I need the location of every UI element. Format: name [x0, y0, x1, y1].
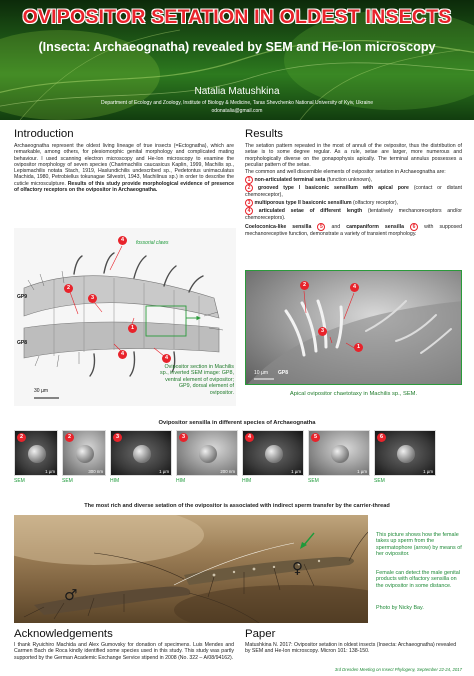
label-gp9: GP9	[17, 294, 28, 300]
author-name: Natalia Matushkina	[194, 86, 280, 97]
sensilla-panel	[14, 430, 58, 476]
results-item-3-num: 3	[245, 199, 253, 207]
paper-heading: Paper	[245, 628, 276, 640]
results-item-1: 1 non-articulated terminal seta (function unknown),	[245, 176, 462, 184]
results-item-4-num: 4	[245, 207, 253, 215]
sensilla-section-title: Ovipositor sensilla in different species of Archaeognatha	[158, 420, 316, 426]
sensilla-panel-number: 3	[179, 433, 188, 442]
figure-apical-chaetotaxy	[245, 270, 462, 385]
sensilla-panel-number: 5	[311, 433, 320, 442]
fig1-marker-4a: 4	[118, 236, 127, 245]
sensilla-panel-scale: 1 µm	[45, 469, 55, 474]
label-fossorial-claws: fossorial claws	[136, 240, 169, 246]
sensilla-panel	[176, 430, 238, 476]
fig1-caption: Ovipositor section in Machilis sp., inverted SEM image: GP8, ventral element of ovipositor; GP9, dorsal element of ovipositor.	[160, 364, 235, 396]
sensilla-panel-method: HIM	[176, 478, 186, 484]
figure-ovipositor-section	[14, 228, 236, 406]
sensilla-panel-scale: 300 nm	[88, 469, 103, 474]
sensillum-image	[133, 445, 151, 463]
intro-paragraph: Archaeognatha represent the oldest living lineage of true insects (=Ectognatha), which are remarkable, among others, for plesiomorphic genital morphology and complicated mating behaviour. I used scanning electron microscopy and He-Ion microscopy to examine the ovipositor morphology of seven species (Charimachilis caucasicus Kaplin, 1999, Machilis sp., Lepismachilis notata Stach, 1919, Haslundichilis undescribed sp., Pedetontus unimaculatus Machida, 1980, Petrobiellus tokunagae Silvestri, 1943, Machilinus sp.) in order to describe the cuticle microsculpture.	[14, 143, 234, 187]
results-heading: Results	[245, 128, 283, 140]
sensilla-panel-method: SEM	[374, 478, 385, 484]
results-paragraph-1: The setation pattern repeated in the most of annuli of the ovipositor, thus the distribution of setae is to some degree regular. As a rule, setae are larger, more numerous and morphologically diverse on the gonapophysis apically. The terminal annulus possesses a peculiar pattern of the setae.	[245, 143, 462, 168]
sensillum-image	[199, 445, 217, 463]
acknowledgements-heading: Acknowledgements	[14, 628, 113, 640]
intro-text	[14, 143, 234, 193]
author-email: odonatalia@gmail.com	[211, 108, 263, 114]
female-symbol: ♀	[292, 559, 303, 577]
fig1-marker-1: 1	[128, 324, 137, 333]
fig2-marker-3: 3	[318, 327, 327, 336]
results-item-2-num: 2	[245, 184, 253, 192]
sensilla-panel-number: 4	[245, 433, 254, 442]
acknowledgements-text: I thank Ryuichiro Machida and Alex Gumovsky for donation of specimens. Luis Mendes and Carmen Bach de Roca kindly identified some species used in this study. This study was partly supported by the German Academic Exchange Service stipend in 2008 (No. 322 – A/08/94162).	[14, 642, 234, 661]
sensilla-panel-method: SEM	[14, 478, 25, 484]
fig2-label-gp8: GP8	[278, 370, 289, 376]
sensilla-panel-number: 2	[17, 433, 26, 442]
sensilla-panel-scale: 200 nm	[220, 469, 235, 474]
header-banner	[0, 0, 474, 120]
photo-credit: Photo by Nicky Bay.	[376, 605, 424, 611]
results-item-2: 2 grooved type I basiconic sensillum with apical pore (contact or distant chemoreceptor),	[245, 185, 462, 199]
sensilla-panel	[374, 430, 436, 476]
sensillum-image	[28, 445, 46, 463]
sensilla-image-strip	[14, 430, 460, 490]
sensilla-panel-number: 2	[65, 433, 74, 442]
male-symbol: ♂	[64, 586, 78, 604]
fig2-marker-1: 1	[354, 343, 363, 352]
affiliation: Department of Ecology and Zoology, Institute of Biology & Medicine, Taras Shevchenko National University of Kyiv, Ukraine	[100, 100, 374, 106]
fig2-marker-2: 2	[300, 281, 309, 290]
fig2-caption: Apical ovipositor chaetotaxy in Machilis sp., SEM.	[289, 391, 418, 397]
results-item-3: 3 multiporous type II basiconic sensillum (olfactory receptor),	[245, 199, 462, 207]
poster-subtitle: (Insecta: Archaeognatha) revealed by SEM and He-Ion microscopy	[38, 40, 436, 54]
results-p3-num-5: 5	[317, 223, 325, 231]
intro-heading: Introduction	[14, 128, 74, 140]
fig1-marker-2: 2	[64, 284, 73, 293]
fig2-marker-4: 4	[350, 283, 359, 292]
sensilla-panel-number: 6	[377, 433, 386, 442]
sensilla-panel-scale: 1 µm	[423, 469, 433, 474]
intro-bold-statement: Results of this study provide morphological evidence of presence of olfactory receptors on the ovipositor in Archaeognatha.	[14, 180, 234, 194]
fig1-marker-4c: 4	[162, 354, 171, 363]
mating-note-2: Female can detect the male genital products with olfactory sensilla on the ovipositor in some distance.	[376, 570, 460, 589]
sensilla-panel	[242, 430, 304, 476]
fig1-scale-bar: 30 µm	[34, 388, 48, 394]
label-gp8: GP8	[17, 340, 28, 346]
sensillum-image	[397, 445, 415, 463]
sensilla-panel-method: HIM	[110, 478, 120, 484]
sensilla-panel-method: SEM	[62, 478, 73, 484]
paper-reference: Matushkina N. 2017: Ovipositor setation in oldest insects (Insecta: Archaeognatha) revealed by SEM and He-Ion microscopy. Micron 101: 138-150.	[245, 642, 457, 655]
fig2-scale-bar: 10 µm	[254, 370, 268, 376]
results-item-1-num: 1	[245, 176, 253, 184]
mating-note-1: This picture shows how the female takes up sperm from the spermatophore (arrow) by means of her ovipositor.	[376, 532, 462, 558]
sensilla-panel-number: 3	[113, 433, 122, 442]
sensilla-panel	[110, 430, 172, 476]
results-paragraph-3: Coeloconica-like sensilla 5 and campaniform sensilla 6 with supposed mechanoreceptive function, demonstrate a variety of transient morphology.	[245, 224, 462, 238]
sensillum-image	[331, 445, 349, 463]
poster-title: OVIPOSITOR SETATION IN OLDEST INSECTS	[22, 6, 452, 28]
results-text	[245, 143, 462, 237]
sensilla-panel-method: SEM	[308, 478, 319, 484]
sensilla-panel-method: HIM	[242, 478, 252, 484]
sensillum-image	[265, 445, 283, 463]
sensilla-panel	[62, 430, 106, 476]
fig1-marker-3: 3	[88, 294, 97, 303]
fig1-marker-4b: 4	[118, 350, 127, 359]
sensillum-image	[76, 445, 94, 463]
results-p3-num-6: 6	[410, 223, 418, 231]
results-item-4: 4 articulated setae of different length (tentatively mechanoreceptors and/or chemoreceptors).	[245, 207, 462, 221]
meeting-signature: 3rd Dresden Meeting on Insect Phylogeny, September 22-24, 2017	[334, 667, 462, 672]
mating-photo-drawing	[14, 515, 368, 623]
sensilla-panel-scale: 1 µm	[357, 469, 367, 474]
sensilla-panel-scale: 1 µm	[159, 469, 169, 474]
sensilla-panel-scale: 1 µm	[291, 469, 301, 474]
results-paragraph-2: The common and well discernible elements of ovipositor setation in Archaeognatha are:	[245, 169, 446, 176]
mating-photo	[14, 515, 368, 623]
sensilla-panel	[308, 430, 370, 476]
mating-section-title: The most rich and diverse setation of the ovipositor is associated with indirect sperm transfer by the carrier-thread	[84, 503, 390, 509]
